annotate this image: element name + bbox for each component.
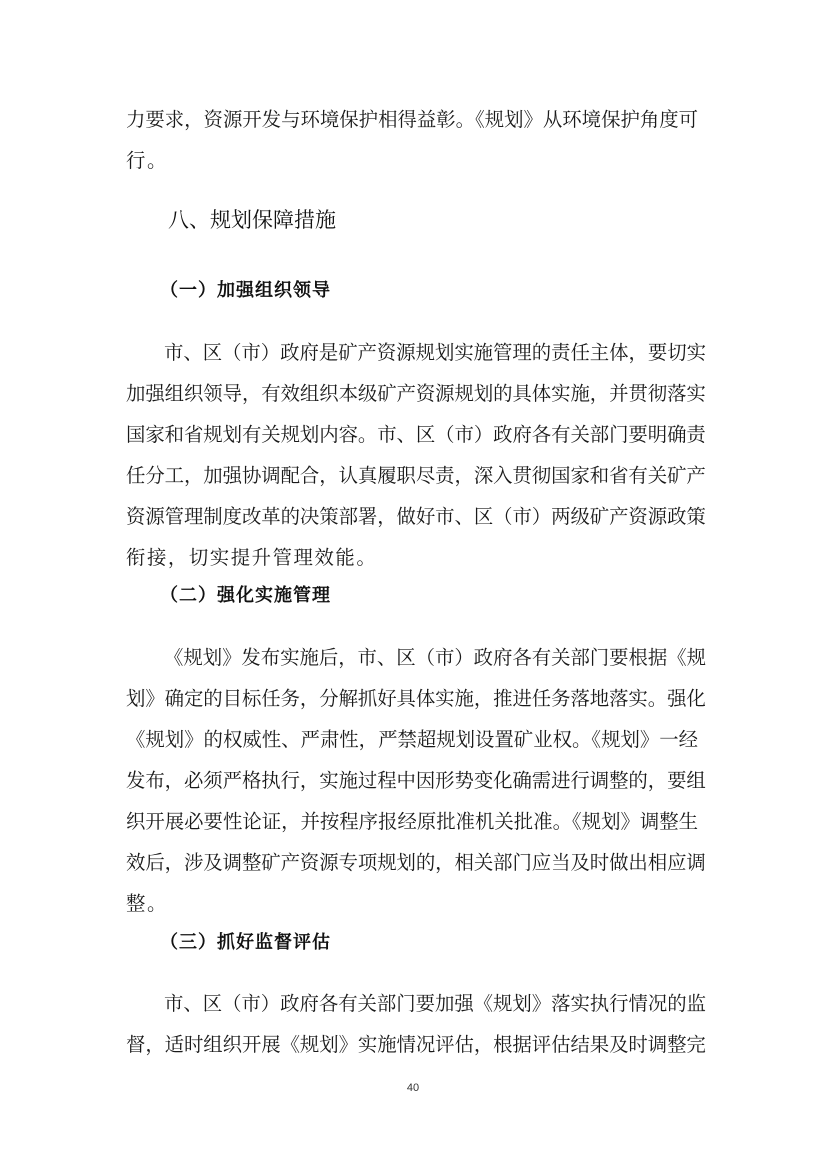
paragraph-line: 发布，必须严格执行，实施过程中因形势变化确需进行调整的，要组 <box>126 769 706 792</box>
paragraph-line: 任分工，加强协调配合，认真履职尽责，深入贯彻国家和省有关矿产 <box>126 464 706 487</box>
paragraph-line: 整。 <box>126 892 168 915</box>
paragraph-line: 力要求，资源开发与环境保护相得益彰。《规划》从环境保护角度可 <box>126 108 699 131</box>
subsection-heading: （三）抓好监督评估 <box>160 932 331 953</box>
paragraph-line: 市、区（市）政府各有关部门要加强《规划》落实执行情况的监 <box>164 992 706 1015</box>
section-heading: 八、规划保障措施 <box>168 208 336 232</box>
paragraph-line: 加强组织领导，有效组织本级矿产资源规划的具体实施，并贯彻落实 <box>126 382 706 405</box>
paragraph-line: 效后，涉及调整矿产资源专项规划的，相关部门应当及时做出相应调 <box>126 851 706 874</box>
paragraph-line: 市、区（市）政府是矿产资源规划实施管理的责任主体，要切实 <box>164 341 706 364</box>
subsection-heading: （二）强化实施管理 <box>160 585 331 606</box>
page-number: 40 <box>406 1082 420 1094</box>
paragraph-line: 织开展必要性论证，并按程序报经原批准机关批准。《规划》调整生 <box>126 810 699 833</box>
paragraph-line: 《规划》的权威性、严肃性，严禁超规划设置矿业权。《规划》一经 <box>126 728 699 751</box>
paragraph-line: 资源管理制度改革的决策部署，做好市、区（市）两级矿产资源政策 <box>126 505 706 528</box>
paragraph-line: 行。 <box>126 149 168 172</box>
paragraph-line: 国家和省规划有关规划内容。市、区（市）政府各有关部门要明确责 <box>126 423 706 446</box>
paragraph-line: 划》确定的目标任务，分解抓好具体实施，推进任务落地落实。强化 <box>126 687 706 710</box>
paragraph-line: 《规划》发布实施后，市、区（市）政府各有关部门要根据《规 <box>164 646 706 669</box>
paragraph-line: 督，适时组织开展《规划》实施情况评估，根据评估结果及时调整完 <box>126 1033 706 1056</box>
subsection-heading: （一）加强组织领导 <box>160 280 331 301</box>
paragraph-line: 衔接，切实提升管理效能。 <box>126 546 378 569</box>
